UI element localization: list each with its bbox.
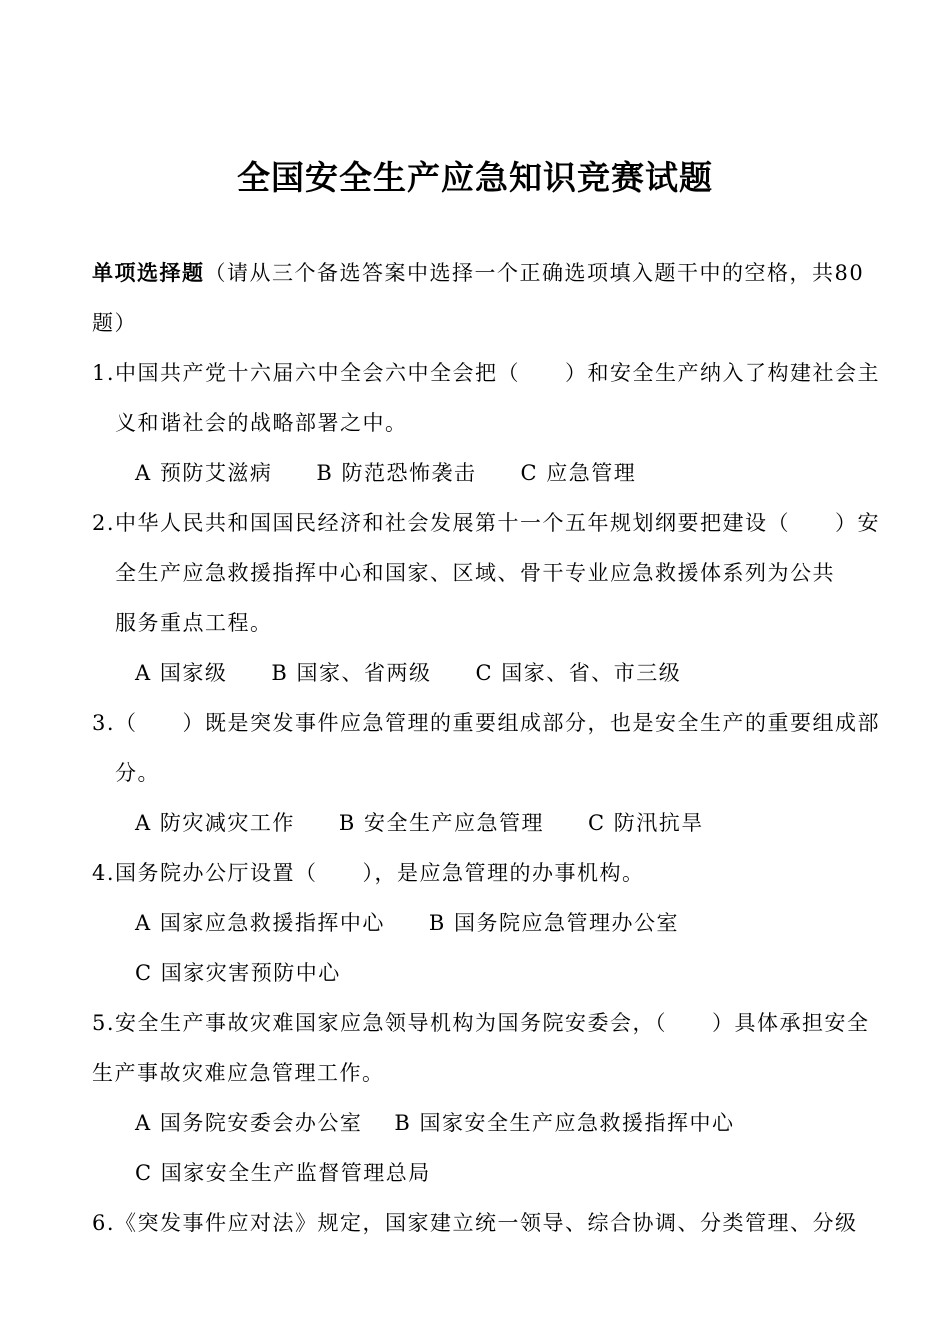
question-5-text-continued: 生产事故灾难应急管理工作。 <box>92 1061 385 1085</box>
question-1-option-b: B 防范恐怖袭击 <box>316 461 477 485</box>
section-instruction-continued: 题） <box>92 311 137 335</box>
question-3-option-b: B 安全生产应急管理 <box>338 811 544 835</box>
question-1-text: 1.中国共产党十六届六中全会六中全会把（ ）和安全生产纳入了构建社会主 <box>92 361 881 385</box>
question-2-options <box>135 658 681 688</box>
question-2-text-continued-2: 服务重点工程。 <box>115 611 273 635</box>
question-4-option-c: C 国家灾害预防中心 <box>135 961 341 985</box>
question-1-text-continued: 义和谐社会的战略部署之中。 <box>115 411 408 435</box>
question-5-option-a: A 国务院安委会办公室 <box>135 1111 363 1135</box>
question-2-option-a: A 国家级 <box>135 661 228 685</box>
question-4-text: 4.国务院办公厅设置（ ），是应急管理的办事机构。 <box>92 861 645 885</box>
question-2-option-c: C 国家、省、市三级 <box>475 661 682 685</box>
section-heading: 单项选择题 <box>92 261 205 285</box>
question-5-option-b: B 国家安全生产应急救援指挥中心 <box>394 1111 735 1135</box>
question-3-options <box>135 808 704 838</box>
question-4-options <box>135 908 679 938</box>
question-2-text: 2.中华人民共和国国民经济和社会发展第十一个五年规划纲要把建设（ ）安 <box>92 511 881 535</box>
question-1-option-a: A 预防艾滋病 <box>135 461 273 485</box>
question-5-option-c: C 国家安全生产监督管理总局 <box>135 1161 431 1185</box>
question-4-option-a: A 国家应急救援指挥中心 <box>135 911 385 935</box>
question-5-options <box>135 1108 734 1138</box>
question-3-text-continued: 分。 <box>115 761 160 785</box>
question-1-options <box>135 458 636 488</box>
question-4-option-b: B 国务院应急管理办公室 <box>428 911 679 935</box>
question-2-text-continued: 全生产应急救援指挥中心和国家、区域、骨干专业应急救援体系列为公共 <box>115 561 835 585</box>
question-5-text: 5.安全生产事故灾难国家应急领导机构为国务院安委会，（ ）具体承担安全 <box>92 1011 870 1035</box>
question-3-option-c: C 防汛抗旱 <box>587 811 704 835</box>
question-2-option-b: B 国家、省两级 <box>271 661 432 685</box>
document-title: 全国安全生产应急知识竞赛试题 <box>237 158 713 197</box>
question-1-option-c: C 应急管理 <box>520 461 637 485</box>
question-6-text: 6.《突发事件应对法》规定，国家建立统一领导、综合协调、分类管理、分级 <box>92 1211 858 1235</box>
question-3-option-a: A 防灾减灾工作 <box>135 811 295 835</box>
section-heading-line <box>92 258 864 288</box>
section-instruction: （请从三个备选答案中选择一个正确选项填入题干中的空格，共80 <box>204 261 865 285</box>
question-3-text: 3.（ ）既是突发事件应急管理的重要组成部分，也是安全生产的重要组成部 <box>92 711 881 735</box>
